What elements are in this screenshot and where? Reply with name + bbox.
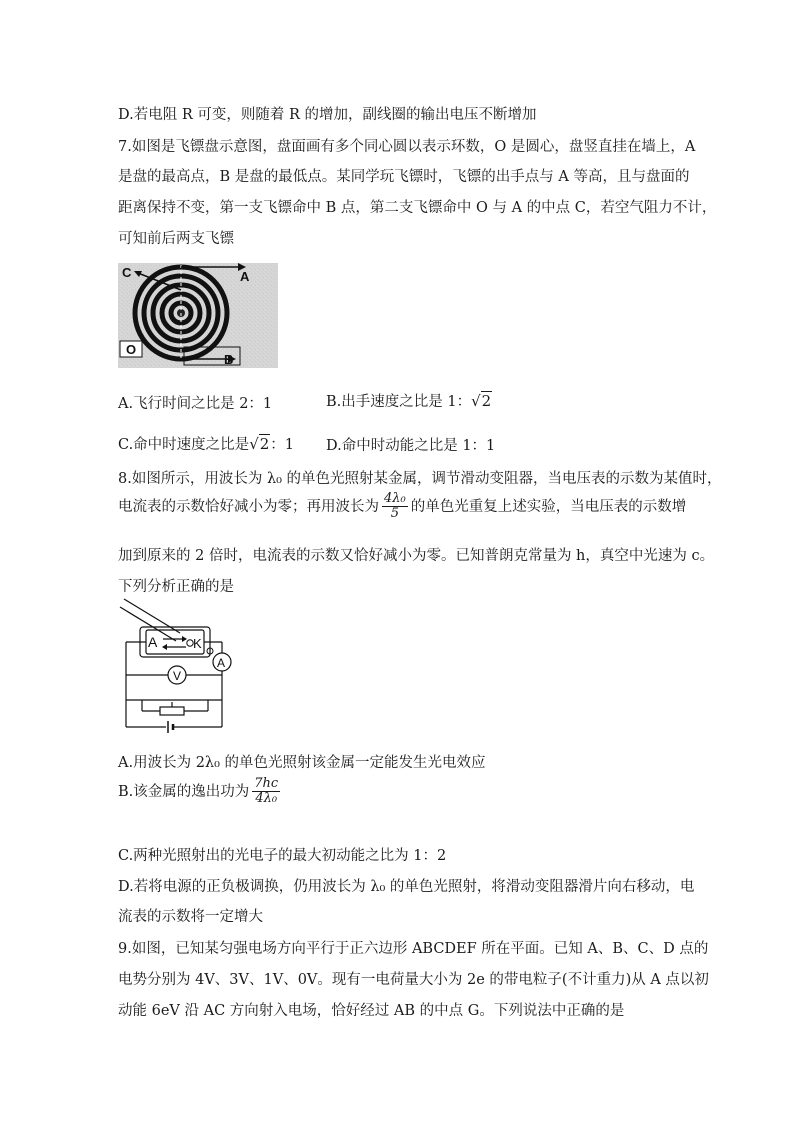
sqrt-symbol: √2 — [471, 392, 492, 410]
q6-option-d: D.若电阻 R 可变，则随着 R 的增加，副线圈的输出电压不断增加 — [118, 107, 537, 123]
q8-option-b-text: B.该金属的逸出功为 — [118, 783, 250, 800]
photoelectric-circuit-figure — [118, 597, 240, 737]
q8-option-b — [118, 777, 283, 807]
voltmeter-label: V — [173, 669, 182, 683]
q7-stem-line-3: 距离保持不变，第一支飞镖命中 B 点，第二支飞镖命中 O 与 A 的中点 C，若空气阻力不计， — [118, 200, 717, 216]
q7-stem-line-2: 是盘的最高点，B 是盘的最低点。某同学玩飞镖时，飞镖的出手点与 A 等高，且与盘面的 — [118, 169, 690, 185]
dartboard-label-o: O — [126, 342, 137, 357]
q7-option-d: D.命中时动能之比是 1：1 — [326, 438, 496, 454]
q9-stem-line-3: 动能 6eV 沿 AC 方向射入电场，恰好经过 AB 的中点 G。下列说法中正确的是 — [118, 1003, 625, 1019]
fraction-4-lambda-over-5: $\frac{\text{4λ₀}}{5}$ — [384, 491, 406, 522]
q7-option-a: A.飞行时间之比是 2：1 — [118, 396, 273, 412]
q8-stem-line-3: 加到原来的 2 倍时，电流表的示数又恰好减小为零。已知普朗克常量为 h，真空中光速为 c。 — [118, 548, 715, 564]
dartboard-figure — [118, 263, 278, 368]
cathode-label-k: K — [193, 636, 202, 651]
sqrt-symbol: √2 — [249, 435, 270, 453]
q7-option-b-text: B.出手速度之比是 1： — [326, 394, 472, 410]
q7-stem-line-4: 可知前后两支飞镖 — [118, 231, 234, 247]
q7-option-c — [118, 433, 294, 454]
q7-option-c-text: C.命中时速度之比是 — [118, 437, 250, 453]
q8-stem-line-1: 8.如图所示，用波长为 λ₀ 的单色光照射某金属，调节滑动变阻器，当电压表的示数为某值时， — [118, 471, 722, 487]
q7-option-c-ratio: ：1 — [270, 437, 295, 453]
q8-option-c: C.两种光照射出的光电子的最大初动能之比为 1：2 — [118, 848, 447, 864]
q8-option-a: A.用波长为 2λ₀ 的单色光照射该金属一定能发生光电效应 — [118, 755, 486, 771]
q8-option-d-line-1: D.若将电源的正负极调换，仍用波长为 λ₀ 的单色光照射，将滑动变阻器滑片向右移动，电 — [118, 879, 695, 895]
q7-stem-line-1: 7.如图是飞镖盘示意图，盘面画有多个同心圆以表示环数，O 是圆心，盘竖直挂在墙上，A — [118, 139, 696, 155]
dartboard-label-c: C — [122, 265, 132, 280]
q9-stem-line-1: 9.如图，已知某匀强电场方向平行于正六边形 ABCDEF 所在平面。已知 A、B、C、D 点的 — [118, 941, 709, 957]
dartboard-label-a: A — [240, 269, 250, 284]
dartboard-label-b: B — [224, 352, 234, 367]
q8-stem-line-2-pre: 电流表的示数恰好减小为零；再用波长为 — [118, 498, 379, 515]
q8-stem-line-2-post: 的单色光重复上述实验，当电压表的示数增 — [410, 498, 687, 515]
cathode-label-a: A — [148, 634, 158, 650]
q9-stem-line-2: 电势分别为 4V、3V、1V、0V。现有一电荷量大小为 2e 的带电粒子(不计重力)从 A 点以初 — [118, 972, 709, 988]
ammeter-label: A — [217, 656, 226, 670]
q8-stem-line-4: 下列分析正确的是 — [118, 579, 234, 595]
q7-option-b — [326, 390, 492, 411]
q8-option-d-line-2: 流表的示数将一定增大 — [118, 909, 263, 925]
fraction-7hc-over-4-lambda: $\frac{7hc}{\text{4λ₀}}$ — [254, 776, 279, 807]
q8-stem-line-2 — [118, 492, 686, 522]
